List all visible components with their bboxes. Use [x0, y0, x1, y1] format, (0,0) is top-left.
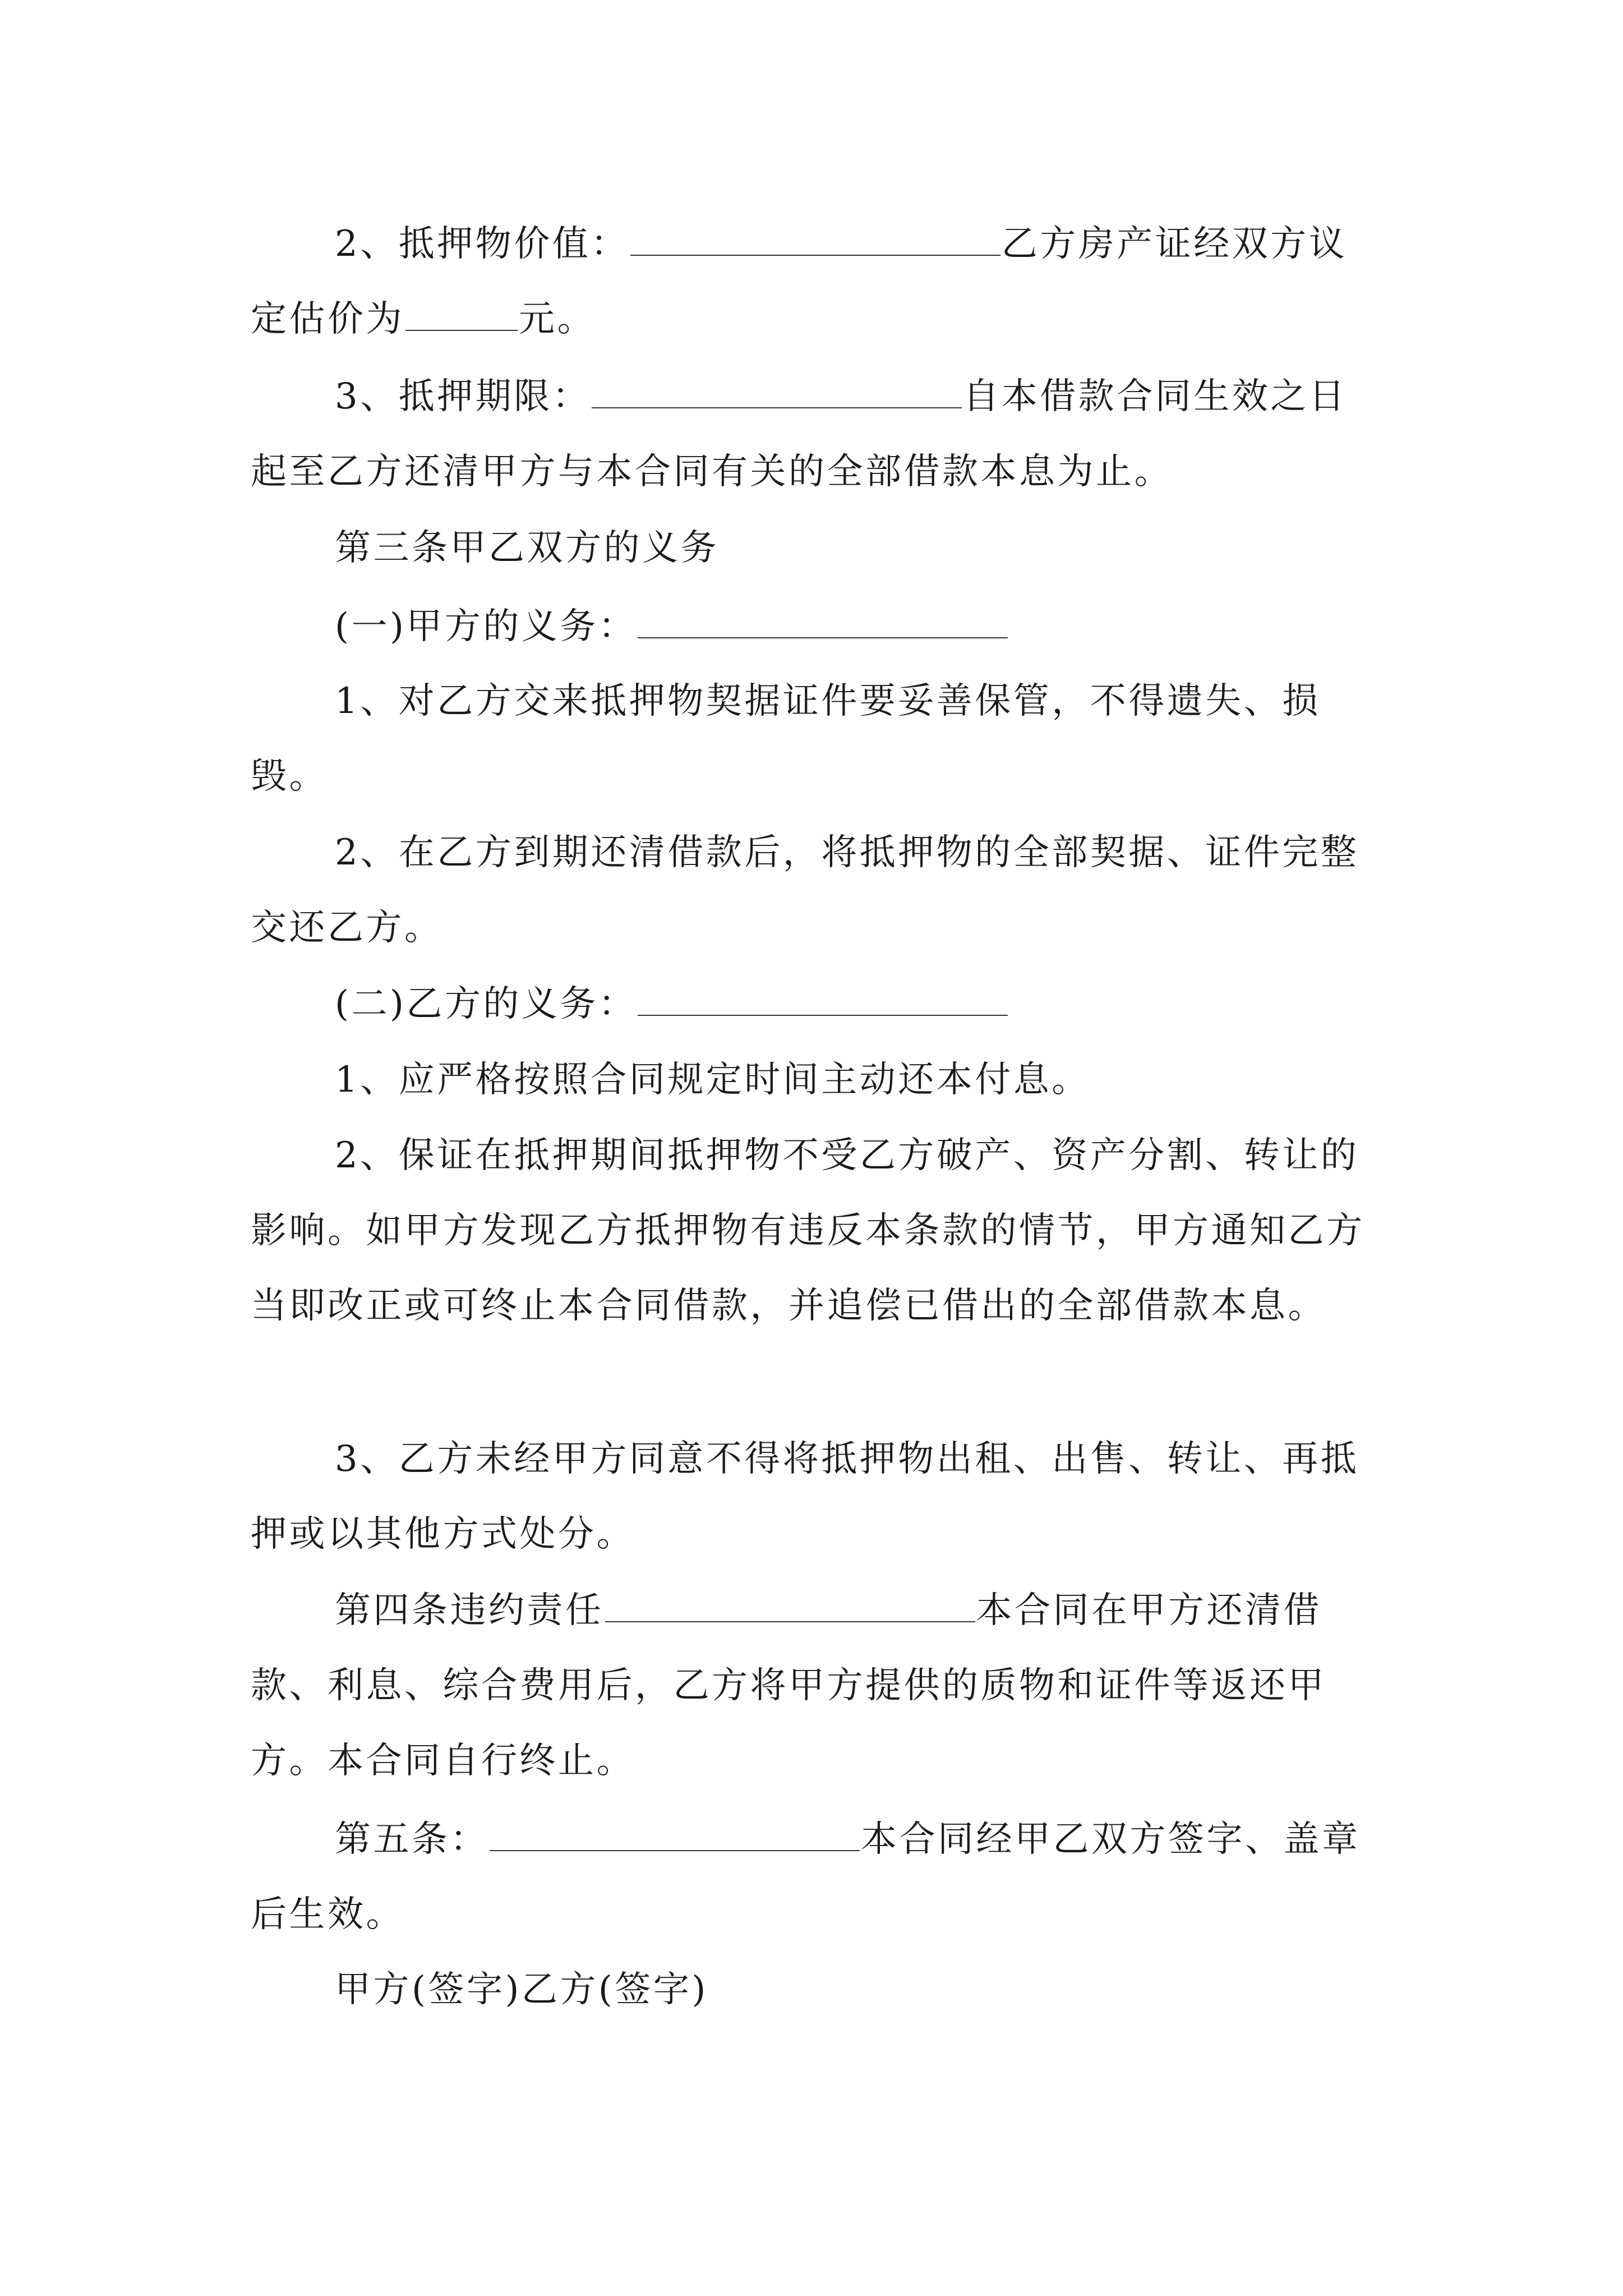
- party-b-duties-heading: [251, 967, 1378, 1042]
- clause-collateral-value-unit: 元。: [519, 298, 596, 340]
- party-a-duty-2: 2、在乙方到期还清借款后，将抵押物的全部契据、证件完整交还乙方。: [251, 832, 1359, 949]
- party-a-duties-label: (一)甲方的义务：: [335, 606, 637, 647]
- party-a-duties-heading: [251, 589, 1378, 664]
- party-b-duties-blank: [638, 983, 1008, 1016]
- collateral-value-blank: [630, 223, 1000, 256]
- article-four-liability: [251, 1573, 1378, 1798]
- article-three-heading: 第三条甲乙双方的义务: [335, 527, 719, 569]
- article-five-blank: [490, 1819, 860, 1851]
- clause-collateral-value-label: 2、抵押物价值：: [335, 223, 629, 265]
- party-b-duty-2: 2、保证在抵押期间抵押物不受乙方破产、资产分割、转让的影响。如甲方发现乙方抵押物有违反本条款的情节，甲方通知乙方当即改正或可终止本合同借款，并追偿已借出的全部借款本息。: [251, 1135, 1365, 1327]
- article-five-label: 第五条：: [335, 1819, 488, 1860]
- article-five: [251, 1802, 1378, 1952]
- clause-mortgage-term-text: 自本借款合同生效之日起至乙方还清甲方与本合同有关的全部借款本息为止。: [251, 376, 1348, 493]
- liability-blank: [605, 1590, 975, 1622]
- party-a-duty-1: 1、对乙方交来抵押物契据证件要妥善保管，不得遗失、损毁。: [251, 680, 1321, 797]
- clause-mortgage-term: [251, 359, 1378, 509]
- party-b-duty-1: 1、应严格按照合同规定时间主动还本付息。: [335, 1059, 1090, 1101]
- party-b-duty-3: 3、乙方未经甲方同意不得将抵押物出租、出售、转让、再抵押或以其他方式处分。: [251, 1438, 1359, 1555]
- clause-collateral-value-text: 乙方房产证经双方议定估价为: [251, 223, 1348, 340]
- clause-mortgage-term-label: 3、抵押期限：: [335, 376, 591, 417]
- party-a-duties-blank: [638, 606, 1008, 638]
- signature-line: 甲方(签字)乙方(签字): [335, 1969, 708, 2010]
- party-b-duties-label: (二)乙方的义务：: [335, 983, 637, 1025]
- clause-collateral-value: [251, 206, 1378, 357]
- appraised-price-blank: [405, 298, 518, 331]
- article-five-text: 本合同经甲乙双方签字、盖章后生效。: [251, 1819, 1361, 1935]
- article-four-label: 第四条违约责任: [335, 1590, 604, 1631]
- mortgage-term-blank: [592, 376, 962, 408]
- article-four-text: 本合同在甲方还清借款、利息、综合费用后，乙方将甲方提供的质物和证件等返还甲方。本合同自行终止。: [251, 1590, 1326, 1782]
